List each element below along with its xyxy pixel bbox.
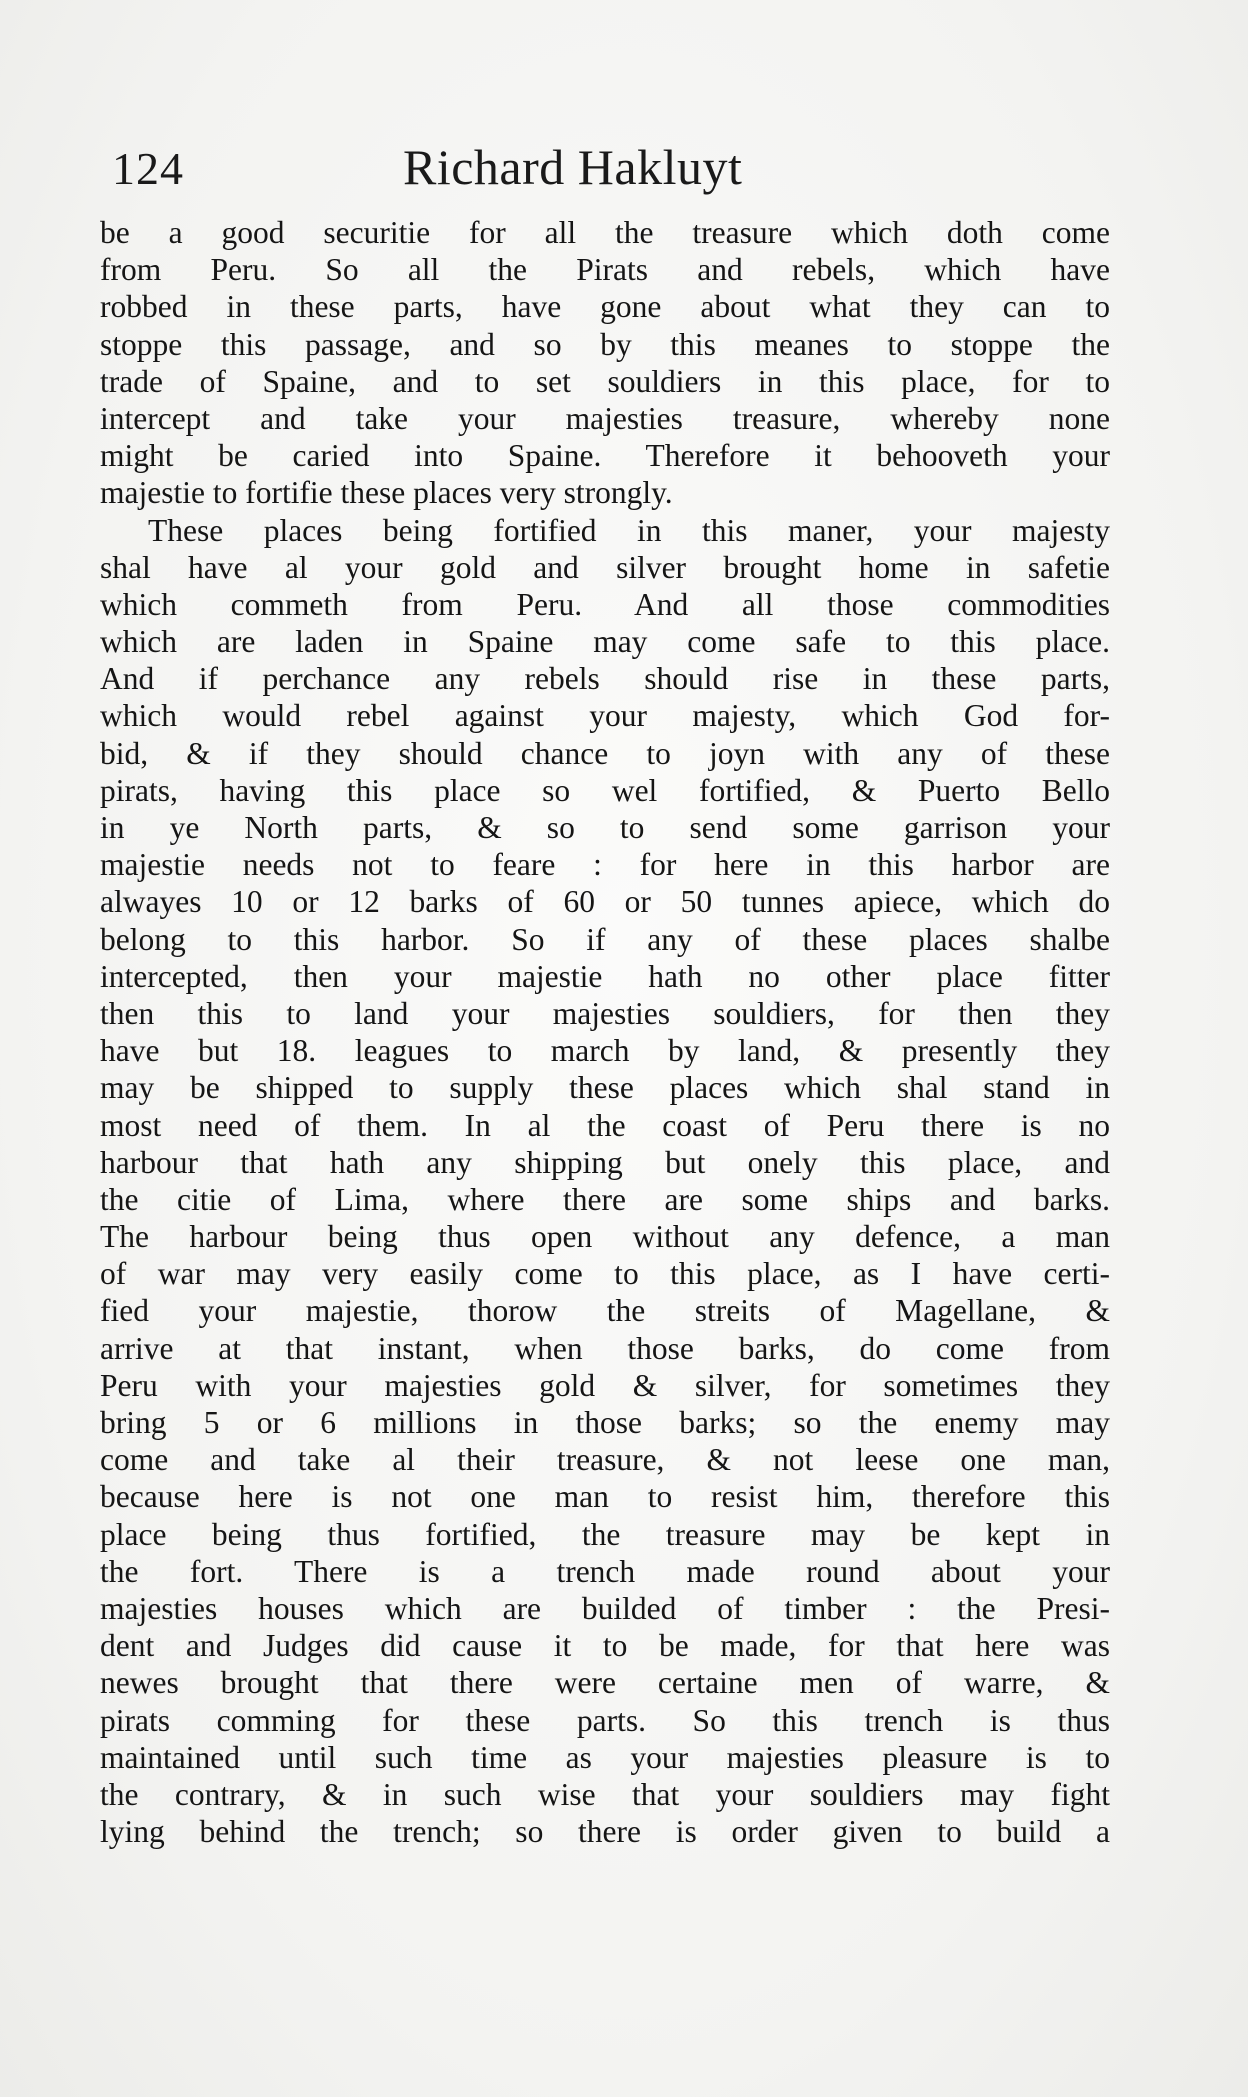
page-header (108, 138, 1108, 208)
text-line: robbed in these parts, have gone about what they can to (100, 289, 1110, 325)
text-line: Peru with your majesties gold & silver, for sometimes they (100, 1367, 1110, 1403)
body-text (100, 214, 1110, 1850)
text-line: arrive at that instant, when those barks, do come from (100, 1330, 1110, 1366)
text-line: newes brought that there were certaine men of warre, & (100, 1665, 1110, 1701)
text-line: maintained until such time as your majesties pleasure is to (100, 1739, 1110, 1775)
running-title: Richard Hakluyt (403, 139, 743, 195)
text-line: come and take al their treasure, & not leese one man, (100, 1442, 1110, 1478)
text-line: pirats, having this place so wel fortified, & Puerto Bello (100, 772, 1110, 808)
text-line: might be caried into Spaine. Therefore it behooveth your (100, 438, 1110, 474)
text-line: most need of them. In al the coast of Peru there is no (100, 1107, 1110, 1143)
text-line: intercept and take your majesties treasure, whereby none (100, 400, 1110, 436)
text-line: alwayes 10 or 12 barks of 60 or 50 tunnes apiece, which do (100, 884, 1110, 920)
page-number: 124 (112, 143, 184, 194)
text-line: majesties houses which are builded of timber : the Presi- (100, 1590, 1110, 1626)
text-line: fied your majestie, thorow the streits of Magellane, & (100, 1293, 1110, 1329)
text-line: lying behind the trench; so there is order given to build a (100, 1814, 1110, 1850)
text-line: the fort. There is a trench made round about your (100, 1553, 1110, 1589)
text-line: trade of Spaine, and to set souldiers in this place, for to (100, 363, 1110, 399)
text-line: from Peru. So all the Pirats and rebels, which have (100, 252, 1110, 288)
text-line: be a good securitie for all the treasure which doth come (100, 215, 1110, 250)
text-line: These places being fortified in this maner, your majesty (148, 512, 1110, 548)
text-line: stoppe this passage, and so by this meanes to stoppe the (100, 326, 1110, 362)
text-line: have but 18. leagues to march by land, & presently they (100, 1033, 1110, 1069)
text-line: bring 5 or 6 millions in those barks; so the enemy may (100, 1405, 1110, 1440)
text-line: bid, & if they should chance to joyn with any of these (100, 735, 1110, 771)
text-line: majestie to fortifie these places very strongly. (100, 475, 673, 511)
text-line: which commeth from Peru. And all those commodities (100, 586, 1110, 622)
text-line: majestie needs not to feare : for here in this harbor are (100, 847, 1110, 883)
text-line: which are laden in Spaine may come safe to this place. (100, 624, 1110, 660)
text-line: The harbour being thus open without any defence, a man (100, 1219, 1110, 1255)
text-line: because here is not one man to resist him, therefore this (100, 1479, 1110, 1515)
text-line: pirats comming for these parts. So this trench is thus (100, 1702, 1110, 1738)
text-line: place being thus fortified, the treasure may be kept in (100, 1516, 1110, 1552)
text-line: may be shipped to supply these places which shal stand in (100, 1070, 1110, 1106)
text-line: in ye North parts, & so to send some garrison your (100, 810, 1110, 845)
text-line: belong to this harbor. So if any of these places shalbe (100, 921, 1110, 957)
text-line: dent and Judges did cause it to be made, for that here was (100, 1628, 1110, 1664)
text-line: of war may very easily come to this place, as I have certi- (100, 1256, 1110, 1292)
text-line: And if perchance any rebels should rise in these parts, (100, 661, 1110, 697)
text-line: the contrary, & in such wise that your souldiers may fight (100, 1776, 1110, 1812)
text-line: harbour that hath any shipping but onely this place, and (100, 1144, 1110, 1180)
text-line: which would rebel against your majesty, which God for- (100, 698, 1110, 734)
text-line: shal have al your gold and silver brought home in safetie (100, 549, 1110, 585)
text-line: the citie of Lima, where there are some ships and barks. (100, 1181, 1110, 1217)
text-line: intercepted, then your majestie hath no other place fitter (100, 958, 1110, 994)
text-line: then this to land your majesties souldiers, for then they (100, 995, 1110, 1031)
